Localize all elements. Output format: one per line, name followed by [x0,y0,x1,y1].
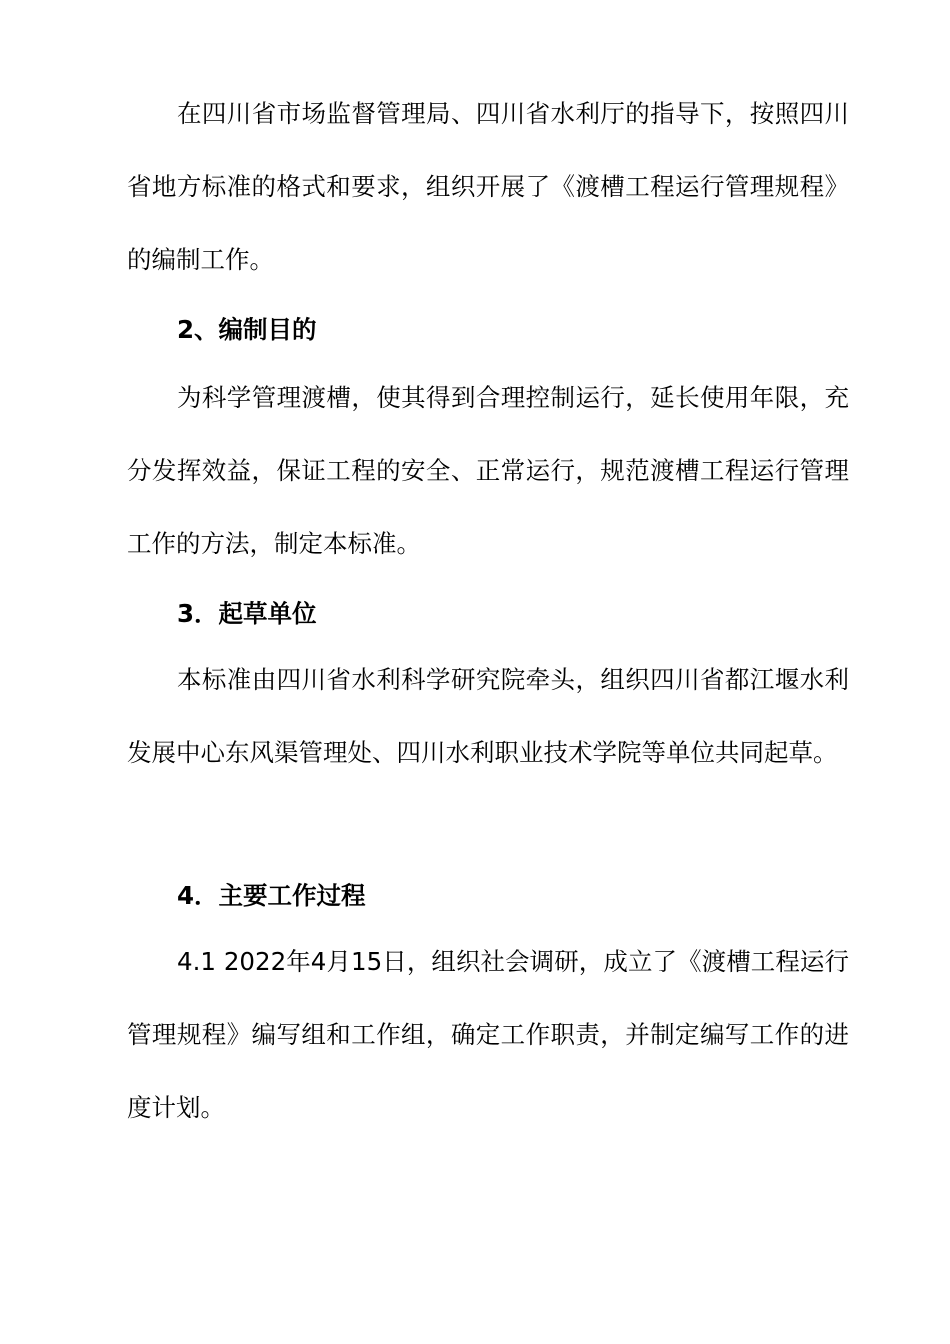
section-heading-drafting-units: 3．起草单位 [177,599,317,628]
paragraph-work-process-4-1: 4.1 2022年4月15日，组织社会调研，成立了《渡槽工程运行管理规程》编写组和工作组，确定工作职责，并制定编写工作的进度计划。 [127,947,849,1122]
paragraph-drafting-units: 本标准由四川省水利科学研究院牵头，组织四川省都江堰水利发展中心东风渠管理处、四川水利职业技术学院等单位共同起草。 [127,665,849,767]
section-heading-purpose: 2、编制目的 [177,315,317,344]
section-heading-work-process: 4．主要工作过程 [177,881,366,910]
paragraph-purpose: 为科学管理渡槽，使其得到合理控制运行，延长使用年限，充分发挥效益，保证工程的安全、正常运行，规范渡槽工程运行管理工作的方法，制定本标准。 [127,383,849,558]
paragraph-background: 在四川省市场监督管理局、四川省水利厅的指导下，按照四川省地方标准的格式和要求，组织开展了《渡槽工程运行管理规程》的编制工作。 [127,99,849,274]
